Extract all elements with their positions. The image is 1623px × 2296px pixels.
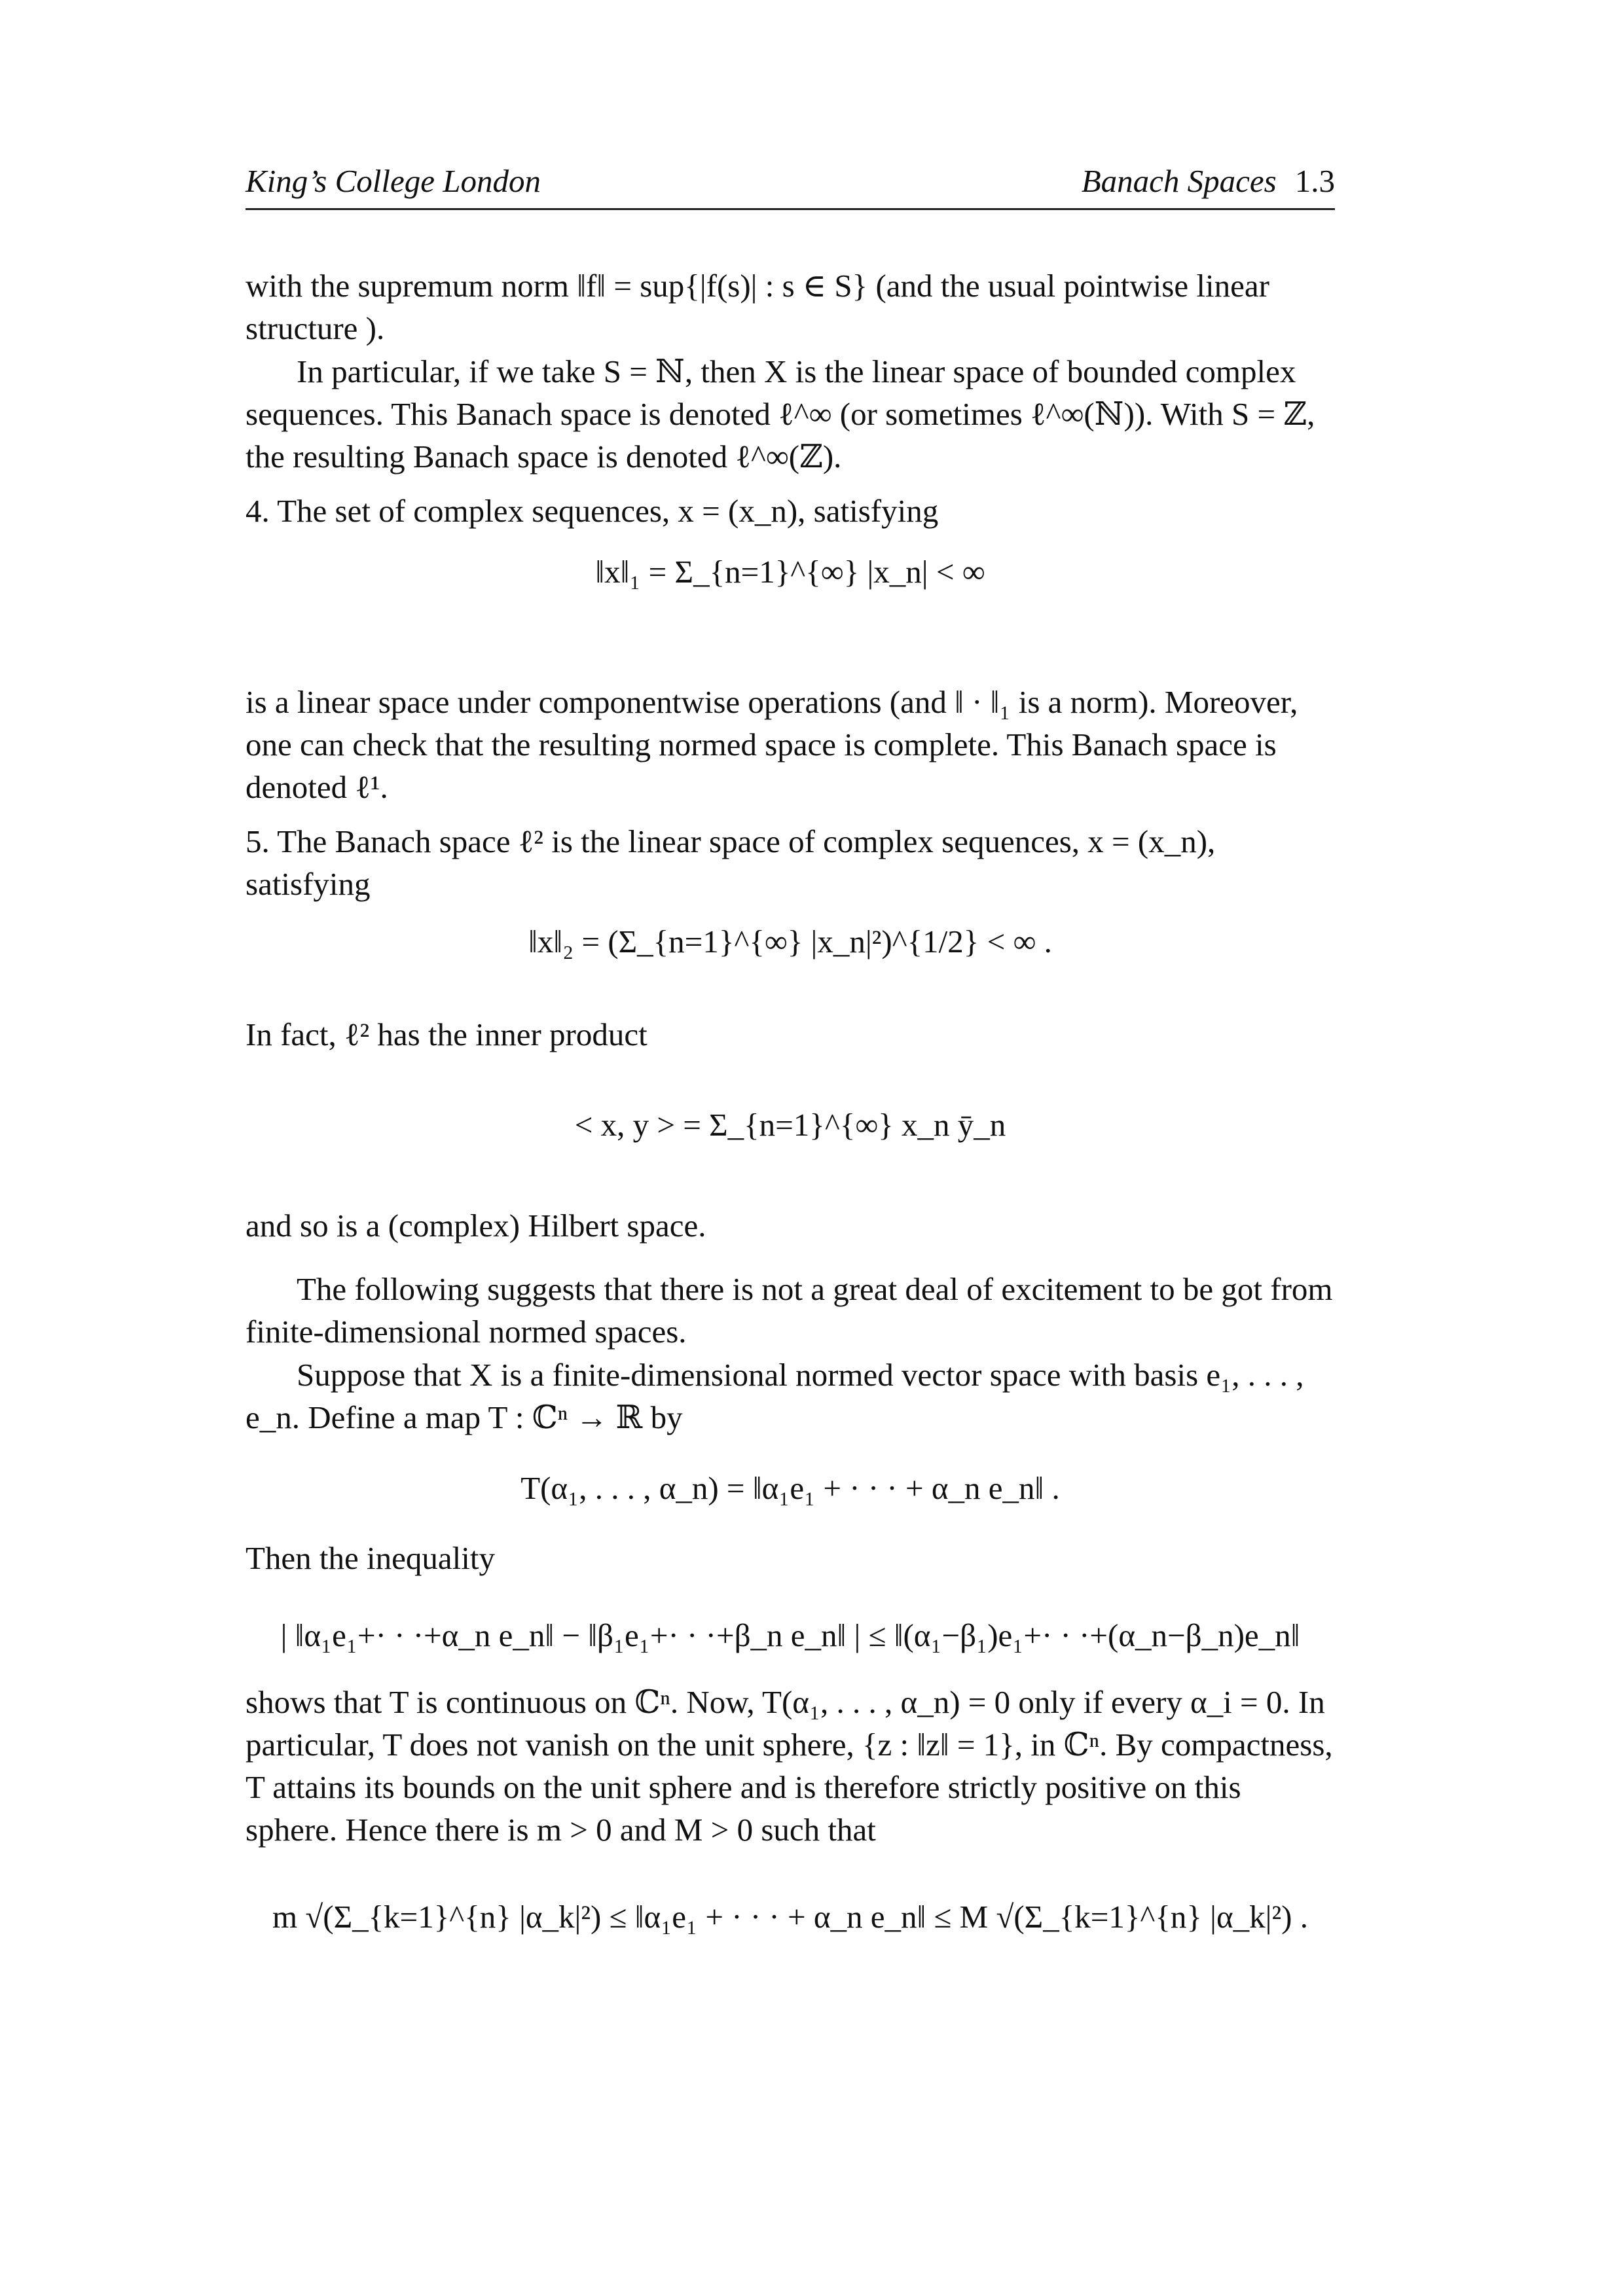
paragraph-5: 5. The Banach space ℓ² is the linear space of complex sequences, x = (x_n), satisfying xyxy=(246,823,1216,902)
paragraph-2: In particular, if we take S = ℕ, then X is the linear space of bounded complex sequences. This Banach space is denoted ℓ^∞ (or sometimes ℓ^∞(ℕ)). With S = ℤ, the resulting Banach space is denoted ℓ^∞(ℤ). xyxy=(246,353,1315,475)
running-header-right xyxy=(1082,162,1335,200)
paragraph-4: is a linear space under componentwise operations (and ‖ · ‖₁ is a norm). Moreover, one can check that the resulting normed space is complete. This Banach space is denoted ℓ¹. xyxy=(246,684,1298,805)
paragraph-7: and so is a (complex) Hilbert space. xyxy=(246,1208,706,1244)
equation-inner-product: < x, y > = Σ_{n=1}^{∞} x_n ȳ_n xyxy=(574,1107,1006,1143)
equation-inequality: | ‖α₁e₁+· · ·+α_n e_n‖ − ‖β₁e₁+· · ·+β_n e_n‖ | ≤ ‖(α₁−β₁)e₁+· · ·+(α_n−β_n)e_n‖ xyxy=(280,1617,1300,1653)
paragraph-6: In fact, ℓ² has the inner product xyxy=(246,1016,647,1052)
running-header-left: King’s College London xyxy=(246,163,541,199)
paragraph-10: Then the inequality xyxy=(246,1540,495,1576)
equation-map-t: T(α₁, . . . , α_n) = ‖α₁e₁ + · · · + α_n e_n‖ . xyxy=(520,1470,1060,1506)
paragraph-11: shows that T is continuous on ℂⁿ. Now, T(α₁, . . . , α_n) = 0 only if every α_i = 0. In particular, T does not vanish on the unit sphere, {z : ‖z‖ = 1}, in ℂⁿ. By compactness, T attains its bounds on the unit sphere and is therefore strictly positive on this sphere. Hence there is m > 0 and M > 0 such that xyxy=(246,1684,1333,1848)
header-section-title: Banach Spaces xyxy=(1081,163,1277,199)
equation-l1-norm: ‖x‖₁ = Σ_{n=1}^{∞} |x_n| < ∞ xyxy=(595,554,985,590)
paragraph-3: 4. The set of complex sequences, x = (x_n), satisfying xyxy=(246,493,939,529)
equation-norm-bounds: m √(Σ_{k=1}^{n} |α_k|²) ≤ ‖α₁e₁ + · · · + α_n e_n‖ ≤ M √(Σ_{k=1}^{n} |α_k|²) . xyxy=(272,1899,1308,1935)
paragraph-8: The following suggests that there is not a great deal of excitement to be got from finite-dimensional normed spaces. xyxy=(246,1271,1333,1350)
page-number: 1.3 xyxy=(1294,163,1335,199)
paragraph-1: with the supremum norm ‖f‖ = sup{|f(s)| : s ∈ S} (and the usual pointwise linear structure ). xyxy=(246,268,1269,346)
paragraph-9: Suppose that X is a finite-dimensional normed vector space with basis e₁, . . . , e_n. Define a map T : ℂⁿ → ℝ by xyxy=(246,1357,1304,1435)
header-rule xyxy=(246,208,1335,210)
equation-l2-norm: ‖x‖₂ = (Σ_{n=1}^{∞} |x_n|²)^{1/2} < ∞ . xyxy=(528,924,1052,960)
